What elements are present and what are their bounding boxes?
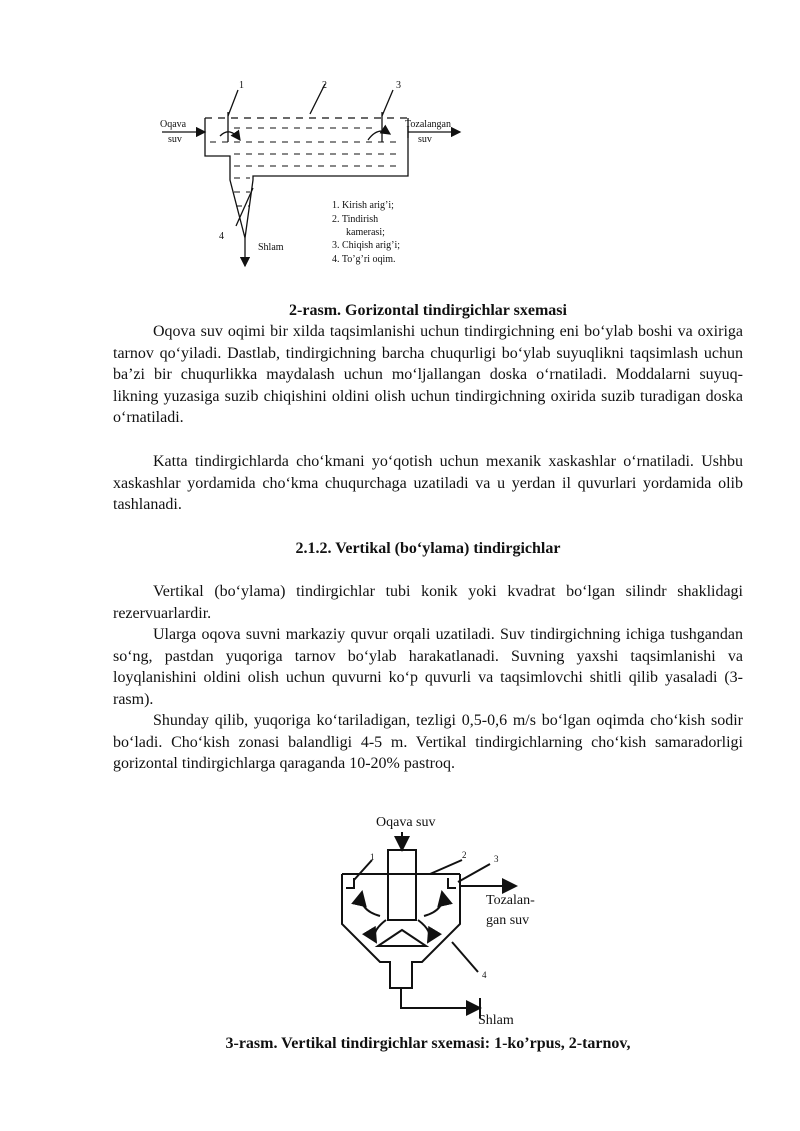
- fig2-inlet-label: Oqava suv: [376, 815, 436, 830]
- fig1-num-3: 3: [396, 80, 401, 91]
- fig1-legend-3: kamerasi;: [346, 227, 385, 238]
- paragraph-5: Shunday qilib, yuqoriga ko‘tariladigan, tezligi 0,5-0,6 m/s bo‘lgan oqimda cho‘kish sodir bo‘ladi. Cho‘kish zonasi balandligi 4-5 m. Vertikal tindirgichlarning cho‘kish samaradorligi gorizontal tindirgichlarga qaraganda 10-20% pastroq.: [113, 712, 743, 773]
- paragraph-2: Katta tindirgichlarda cho‘kmani yo‘qotish uchun mexanik xaskashlar o‘rnatiladi. Ushbu xaskashlar yordamida cho‘kma chuqurchaga uzatiladi va u yerdan il quvurlari yordamida olib tashlanadi.: [113, 453, 743, 514]
- vertical-settler-diagram: [330, 812, 570, 1034]
- fig1-num-4: 4: [219, 231, 224, 242]
- paragraph-4: Ularga oqova suvni markaziy quvur orqali uzatiladi. Suv tindirgichning ichiga tushgandan so‘ng, pastdan yuqoriga tarnov bo‘ylab harakatlanadi. Suvning yaxshi taqsimlanishi va loyqlanishini oldini olish uchun quvurni ko‘p quvurli va taqsimlovchi shitli qilib yasaladi (3-rasm).: [113, 626, 743, 708]
- fig1-legend-2: 2. Tindirish: [332, 214, 379, 225]
- paragraph-1: Oqova suv oqimi bir xilda taqsimlanishi uchun tindirgichning eni bo‘ylab boshi va oxiriga tarnov qo‘yiladi. Dastlab, tindirgichning barcha chuqurligi bo‘ylab suyuqlikni taqsimlash uchun ba’zi bir chuqurlikka maydalash uchun mo‘ljallangan doska o‘rnatiladi. Moddalarni suyuq-likning yuzasiga suzib chiqishini oldini olish uchun tindirgichning oxirida suzib turadigan doska o‘rnatiladi.: [113, 323, 743, 427]
- fig1-num-1: 1: [239, 80, 244, 91]
- fig2-num-4: 4: [482, 970, 487, 980]
- fig1-sludge-label: Shlam: [258, 242, 284, 253]
- fig2-num-1: 1: [370, 852, 375, 862]
- horizontal-settler-diagram: [150, 76, 480, 276]
- section-heading: 2.1.2. Vertikal (bo‘ylama) tindirgichlar: [295, 540, 561, 557]
- figure2-caption: 3-rasm. Vertikal tindirgichlar sxemasi: 1-ko’rpus, 2-tarnov,: [225, 1035, 631, 1052]
- fig1-num-2: 2: [322, 80, 327, 91]
- fig2-sludge-label: Shlam: [478, 1013, 514, 1028]
- fig1-legend-4: 3. Chiqish arig’i;: [332, 240, 401, 251]
- fig1-inlet-label-2: suv: [168, 134, 182, 145]
- fig1-legend-1: 1. Kirish arig’i;: [332, 200, 394, 211]
- figure1-caption: 2-rasm. Gorizontal tindirgichlar sxemasi: [289, 302, 567, 319]
- fig1-legend-5: 4. To’g’ri oqim.: [332, 254, 396, 265]
- fig2-num-3: 3: [494, 854, 499, 864]
- fig1-inlet-label-1: Oqava: [160, 119, 187, 130]
- paragraph-3: Vertikal (bo‘ylama) tindirgichlar tubi konik yoki kvadrat bo‘lgan silindr shaklidagi rezervuarlardir.: [113, 583, 743, 622]
- fig1-outlet-label-2: suv: [418, 134, 432, 145]
- fig2-outlet-label-2: gan suv: [486, 913, 530, 928]
- fig1-outlet-label-1: Tozalangan: [405, 119, 451, 130]
- fig2-num-2: 2: [462, 850, 467, 860]
- fig2-outlet-label-1: Tozalan-: [486, 893, 535, 908]
